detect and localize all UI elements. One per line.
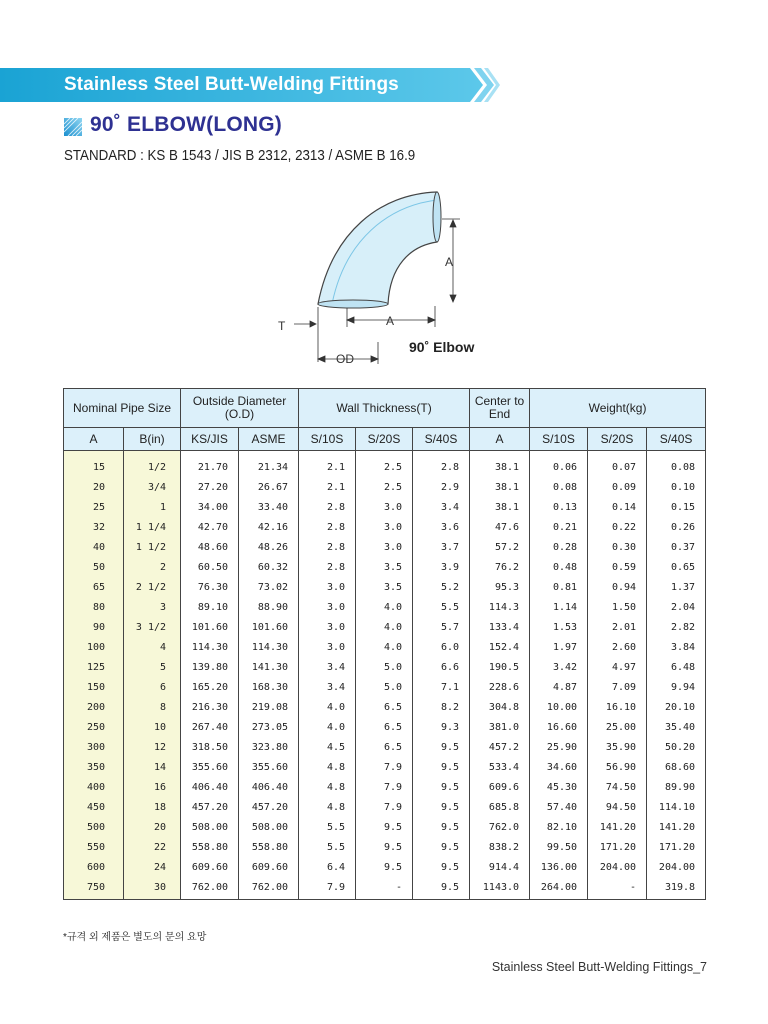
table-cell: 7.9 [356,797,413,817]
table-cell: 3.0 [299,577,356,597]
table-cell: 228.6 [470,677,530,697]
table-cell: 0.26 [647,517,706,537]
table-cell: 2 1/2 [124,577,181,597]
table-cell: 9.5 [413,737,470,757]
table-cell: 48.60 [181,537,239,557]
table-cell: 2.8 [299,497,356,517]
header-banner [0,68,500,102]
table-cell: 500 [64,817,124,837]
subheader-cell: S/40S [647,428,706,451]
table-cell: 2.8 [299,517,356,537]
table-cell: 204.00 [647,857,706,877]
table-cell: 48.26 [239,537,299,557]
table-cell: 24 [124,857,181,877]
table-cell: 89.10 [181,597,239,617]
table-row [64,837,706,857]
table-cell: 762.00 [181,877,239,900]
table-cell: 94.50 [588,797,647,817]
table-cell: 5.7 [413,617,470,637]
order-note: *규격 외 제품은 별도의 문의 요망 [63,932,207,943]
table-cell: 2.5 [356,477,413,497]
table-cell: - [356,877,413,900]
table-cell: 1.53 [530,617,588,637]
table-row [64,451,706,478]
table-cell: 2.01 [588,617,647,637]
header-wall-thickness: Wall Thickness(T) [299,389,470,428]
table-cell: 3.4 [299,677,356,697]
table-cell: 3.9 [413,557,470,577]
subheader-cell: A [64,428,124,451]
table-cell: 125 [64,657,124,677]
table-cell: - [588,877,647,900]
table-cell: 457.20 [181,797,239,817]
subheader-cell: ASME [239,428,299,451]
table-cell: 33.40 [239,497,299,517]
table-cell: 3.0 [356,537,413,557]
table-cell: 34.00 [181,497,239,517]
table-cell: 5.2 [413,577,470,597]
table-cell: 5.5 [299,817,356,837]
table-cell: 7.09 [588,677,647,697]
table-cell: 323.80 [239,737,299,757]
table-cell: 3/4 [124,477,181,497]
table-cell: 73.02 [239,577,299,597]
table-cell: 1.14 [530,597,588,617]
banner-title: Stainless Steel Butt-Welding Fittings [64,74,399,95]
table-cell: 9.3 [413,717,470,737]
table-cell: 319.8 [647,877,706,900]
table-cell: 2.8 [299,557,356,577]
table-cell: 5.0 [356,677,413,697]
table-cell: 32 [64,517,124,537]
table-cell: 50 [64,557,124,577]
table-row [64,557,706,577]
table-cell: 152.4 [470,637,530,657]
table-row [64,877,706,900]
table-cell: 0.94 [588,577,647,597]
table-cell: 4.0 [299,697,356,717]
table-cell: 80 [64,597,124,617]
table-cell: 6 [124,677,181,697]
table-cell: 5.5 [413,597,470,617]
table-cell: 9.5 [413,857,470,877]
table-row [64,857,706,877]
table-cell: 16.60 [530,717,588,737]
table-cell: 350 [64,757,124,777]
table-cell: 9.5 [413,757,470,777]
table-cell: 3.4 [299,657,356,677]
table-cell: 9.5 [413,817,470,837]
table-cell: 267.40 [181,717,239,737]
table-cell: 27.20 [181,477,239,497]
table-cell: 76.30 [181,577,239,597]
table-cell: 406.40 [181,777,239,797]
table-cell: 9.5 [356,837,413,857]
table-row [64,537,706,557]
table-cell: 4.8 [299,797,356,817]
table-row [64,517,706,537]
table-cell: 3.7 [413,537,470,557]
table-cell: 0.13 [530,497,588,517]
table-cell: 0.48 [530,557,588,577]
table-cell: 1.37 [647,577,706,597]
table-header-row [64,389,706,428]
table-cell: 2.9 [413,477,470,497]
table-cell: 6.0 [413,637,470,657]
table-cell: 9.5 [413,837,470,857]
table-cell: 3 [124,597,181,617]
table-row [64,677,706,697]
table-row [64,597,706,617]
table-cell: 3.0 [356,517,413,537]
table-row [64,617,706,637]
table-cell: 65 [64,577,124,597]
header-weight: Weight(kg) [530,389,706,428]
table-cell: 8.2 [413,697,470,717]
table-cell: 0.22 [588,517,647,537]
table-cell: 273.05 [239,717,299,737]
table-cell: 0.10 [647,477,706,497]
table-cell: 25.90 [530,737,588,757]
subheader-cell: S/20S [356,428,413,451]
table-cell: 4.0 [356,637,413,657]
table-cell: 45.30 [530,777,588,797]
table-cell: 3.5 [356,557,413,577]
table-cell: 508.00 [181,817,239,837]
table-cell: 0.59 [588,557,647,577]
table-cell: 0.06 [530,451,588,478]
table-cell: 457.2 [470,737,530,757]
table-cell: 6.48 [647,657,706,677]
table-cell: 355.60 [181,757,239,777]
table-row [64,477,706,497]
table-cell: 99.50 [530,837,588,857]
table-cell: 3.6 [413,517,470,537]
table-body [64,451,706,900]
table-cell: 457.20 [239,797,299,817]
table-cell: 25 [64,497,124,517]
table-cell: 558.80 [181,837,239,857]
od-label: OD [336,352,354,366]
table-cell: 68.60 [647,757,706,777]
table-cell: 88.90 [239,597,299,617]
table-cell: 20.10 [647,697,706,717]
table-cell: 15 [64,451,124,478]
diagram-caption: 90˚ Elbow [409,339,475,355]
table-cell: 4.0 [356,617,413,637]
elbow-shape [318,192,441,308]
table-cell: 600 [64,857,124,877]
table-cell: 1.50 [588,597,647,617]
table-cell: 4.8 [299,777,356,797]
dimension-a-horizontal-label: A [386,314,395,328]
table-cell: 609.60 [181,857,239,877]
table-cell: 25.00 [588,717,647,737]
table-cell: 1 1/4 [124,517,181,537]
table-cell: 100 [64,637,124,657]
table-cell: 558.80 [239,837,299,857]
table-cell: 0.14 [588,497,647,517]
section-title-icon [64,118,82,136]
table-cell: 9.5 [413,777,470,797]
table-cell: 47.6 [470,517,530,537]
table-cell: 0.30 [588,537,647,557]
table-row [64,817,706,837]
table-cell: 914.4 [470,857,530,877]
header-outside-diameter: Outside Diameter (O.D) [181,389,299,428]
table-cell: 7.9 [356,757,413,777]
table-cell: 16.10 [588,697,647,717]
table-cell: 2.8 [299,537,356,557]
table-cell: 685.8 [470,797,530,817]
table-cell: 355.60 [239,757,299,777]
table-row [64,577,706,597]
table-cell: 10.00 [530,697,588,717]
table-cell: 9.94 [647,677,706,697]
table-cell: 90 [64,617,124,637]
subheader-cell: S/20S [588,428,647,451]
table-cell: 20 [124,817,181,837]
table-cell: 95.3 [470,577,530,597]
table-cell: 381.0 [470,717,530,737]
table-cell: 35.90 [588,737,647,757]
table-cell: 168.30 [239,677,299,697]
table-cell: 56.90 [588,757,647,777]
table-cell: 264.00 [530,877,588,900]
table-cell: 6.4 [299,857,356,877]
subheader-cell: S/10S [530,428,588,451]
subheader-cell: B(in) [124,428,181,451]
table-cell: 139.80 [181,657,239,677]
table-cell: 1 [124,497,181,517]
table-cell: 2 [124,557,181,577]
table-cell: 550 [64,837,124,857]
table-cell: 2.82 [647,617,706,637]
table-cell: 4.0 [356,597,413,617]
table-cell: 60.50 [181,557,239,577]
table-cell: 838.2 [470,837,530,857]
table-cell: 190.5 [470,657,530,677]
dimension-a-vertical-label: A [445,255,454,269]
table-row [64,497,706,517]
table-cell: 508.00 [239,817,299,837]
table-cell: 5.5 [299,837,356,857]
table-cell: 609.60 [239,857,299,877]
table-cell: 21.34 [239,451,299,478]
table-cell: 8 [124,697,181,717]
table-cell: 219.08 [239,697,299,717]
table-cell: 3 1/2 [124,617,181,637]
table-cell: 304.8 [470,697,530,717]
table-cell: 136.00 [530,857,588,877]
table-cell: 40 [64,537,124,557]
table-cell: 3.42 [530,657,588,677]
table-cell: 114.3 [470,597,530,617]
table-cell: 0.09 [588,477,647,497]
table-cell: 9.5 [413,877,470,900]
table-cell: 0.81 [530,577,588,597]
table-cell: 2.60 [588,637,647,657]
table-cell: 3.5 [356,577,413,597]
table-cell: 3.0 [299,637,356,657]
table-cell: 4.8 [299,757,356,777]
table-cell: 114.30 [239,637,299,657]
table-cell: 3.84 [647,637,706,657]
table-cell: 0.07 [588,451,647,478]
table-cell: 0.37 [647,537,706,557]
table-cell: 82.10 [530,817,588,837]
table-cell: 2.8 [413,451,470,478]
table-cell: 9.5 [356,817,413,837]
table-cell: 133.4 [470,617,530,637]
table-cell: 60.32 [239,557,299,577]
table-row [64,697,706,717]
table-cell: 0.08 [647,451,706,478]
table-cell: 1 1/2 [124,537,181,557]
table-cell: 20 [64,477,124,497]
subheader-cell: A [470,428,530,451]
table-cell: 12 [124,737,181,757]
table-cell: 0.65 [647,557,706,577]
table-row [64,737,706,757]
table-cell: 89.90 [647,777,706,797]
table-cell: 50.20 [647,737,706,757]
table-cell: 200 [64,697,124,717]
header-nominal-pipe-size: Nominal Pipe Size [64,389,181,428]
table-cell: 7.9 [299,877,356,900]
table-cell: 74.50 [588,777,647,797]
elbow-dimension-table [63,388,706,900]
table-cell: 0.28 [530,537,588,557]
table-cell: 76.2 [470,557,530,577]
table-cell: 38.1 [470,477,530,497]
table-cell: 2.1 [299,451,356,478]
table-cell: 10 [124,717,181,737]
table-cell: 3.4 [413,497,470,517]
table-cell: 750 [64,877,124,900]
table-cell: 114.10 [647,797,706,817]
table-cell: 18 [124,797,181,817]
table-cell: 2.04 [647,597,706,617]
table-cell: 609.6 [470,777,530,797]
table-cell: 318.50 [181,737,239,757]
table-cell: 5 [124,657,181,677]
table-cell: 38.1 [470,451,530,478]
table-cell: 4 [124,637,181,657]
standard-line: STANDARD : KS B 1543 / JIS B 2312, 2313 / ASME B 16.9 [64,148,416,164]
table-cell: 101.60 [239,617,299,637]
table-cell: 34.60 [530,757,588,777]
table-cell: 6.5 [356,697,413,717]
table-cell: 114.30 [181,637,239,657]
table-cell: 38.1 [470,497,530,517]
table-cell: 22 [124,837,181,857]
subheader-cell: KS/JIS [181,428,239,451]
table-cell: 165.20 [181,677,239,697]
table-cell: 5.0 [356,657,413,677]
elbow-diagram [270,182,500,372]
table-cell: 0.15 [647,497,706,517]
table-cell: 2.5 [356,451,413,478]
table-cell: 4.97 [588,657,647,677]
table-cell: 400 [64,777,124,797]
table-row [64,797,706,817]
table-cell: 7.9 [356,777,413,797]
table-cell: 42.70 [181,517,239,537]
table-cell: 57.40 [530,797,588,817]
table-cell: 0.08 [530,477,588,497]
table-cell: 16 [124,777,181,797]
table-cell: 21.70 [181,451,239,478]
table-cell: 3.0 [299,617,356,637]
table-cell: 1/2 [124,451,181,478]
table-row [64,717,706,737]
table-cell: 2.1 [299,477,356,497]
table-subheader-row [64,428,706,451]
table-cell: 9.5 [356,857,413,877]
table-cell: 204.00 [588,857,647,877]
table-cell: 57.2 [470,537,530,557]
subheader-cell: S/40S [413,428,470,451]
table-cell: 14 [124,757,181,777]
table-cell: 141.20 [647,817,706,837]
table-cell: 533.4 [470,757,530,777]
subheader-cell: S/10S [299,428,356,451]
table-cell: 216.30 [181,697,239,717]
section-title: 90˚ ELBOW(LONG) [90,113,282,136]
table-cell: 6.6 [413,657,470,677]
table-cell: 171.20 [588,837,647,857]
table-cell: 141.30 [239,657,299,677]
table-cell: 450 [64,797,124,817]
table-cell: 6.5 [356,717,413,737]
table-cell: 26.67 [239,477,299,497]
table-cell: 406.40 [239,777,299,797]
table-row [64,757,706,777]
table-cell: 4.5 [299,737,356,757]
table-cell: 42.16 [239,517,299,537]
table-cell: 762.0 [470,817,530,837]
table-cell: 6.5 [356,737,413,757]
table-cell: 150 [64,677,124,697]
table-cell: 1143.0 [470,877,530,900]
table-cell: 9.5 [413,797,470,817]
table-cell: 762.00 [239,877,299,900]
table-cell: 171.20 [647,837,706,857]
table-cell: 3.0 [299,597,356,617]
table-cell: 1.97 [530,637,588,657]
table-cell: 4.87 [530,677,588,697]
table-row [64,777,706,797]
table-cell: 300 [64,737,124,757]
table-cell: 35.40 [647,717,706,737]
table-row [64,657,706,677]
table-cell: 0.21 [530,517,588,537]
table-cell: 3.0 [356,497,413,517]
table-row [64,637,706,657]
table-cell: 7.1 [413,677,470,697]
table-cell: 30 [124,877,181,900]
table-cell: 4.0 [299,717,356,737]
table-cell: 141.20 [588,817,647,837]
table-cell: 101.60 [181,617,239,637]
header-center-to-end: Center to End [470,389,530,428]
table-cell: 250 [64,717,124,737]
thickness-label: T [278,319,286,333]
page-footer: Stainless Steel Butt-Welding Fittings_7 [491,960,707,974]
